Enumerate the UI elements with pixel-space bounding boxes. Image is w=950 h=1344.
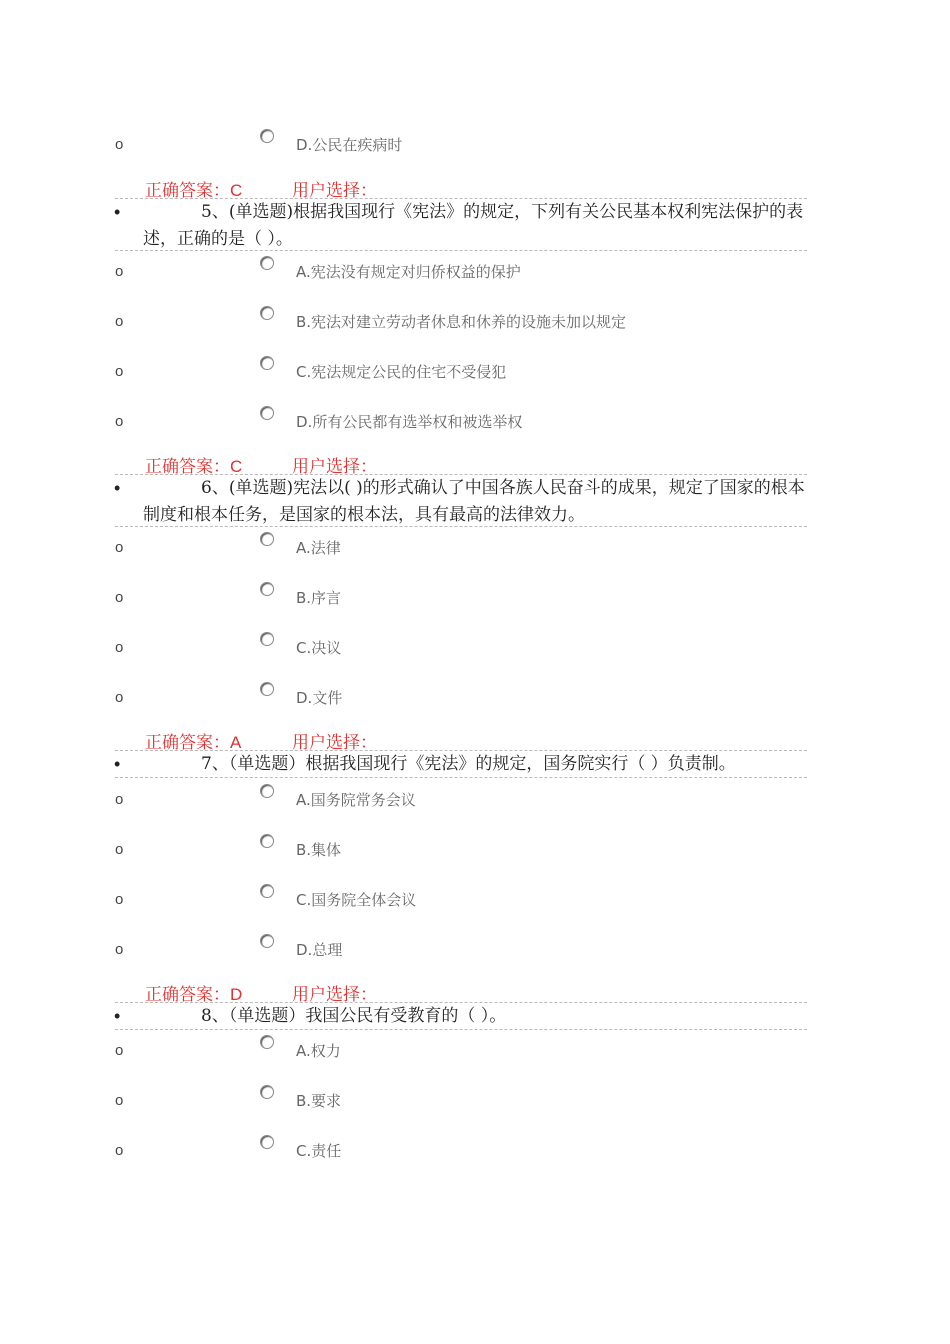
sub-bullet: o bbox=[115, 263, 124, 280]
radio-button[interactable] bbox=[260, 406, 274, 420]
radio-button[interactable] bbox=[260, 682, 274, 696]
radio-button[interactable] bbox=[260, 532, 274, 546]
option-label: A.法律 bbox=[296, 539, 341, 557]
radio-button[interactable] bbox=[260, 934, 274, 948]
sub-bullet: o bbox=[115, 941, 124, 958]
radio-button[interactable] bbox=[260, 1085, 274, 1099]
sub-bullet: o bbox=[115, 413, 124, 430]
divider bbox=[115, 250, 807, 251]
radio-button[interactable] bbox=[260, 884, 274, 898]
sub-bullet: o bbox=[115, 841, 124, 858]
correct-answer: 正确答案：A 用户选择： bbox=[145, 728, 241, 753]
option-label: B.要求 bbox=[296, 1092, 342, 1110]
sub-bullet: o bbox=[115, 539, 124, 556]
question-bullet: • bbox=[114, 1006, 121, 1026]
question-text: 7、（单选题）根据我国现行《宪法》的规定，国务院实行（ ）负责制。 bbox=[201, 754, 736, 774]
user-choice-label: 用户选择： bbox=[292, 733, 377, 753]
option-label: C.宪法规定公民的住宅不受侵犯 bbox=[296, 363, 507, 381]
sub-bullet: o bbox=[115, 589, 124, 606]
radio-button[interactable] bbox=[260, 1135, 274, 1149]
sub-bullet: o bbox=[115, 639, 124, 656]
user-choice-label: 用户选择： bbox=[292, 181, 377, 201]
option-label: D.文件 bbox=[296, 689, 343, 707]
question-bullet: • bbox=[114, 202, 121, 222]
user-choice-label: 用户选择： bbox=[292, 985, 377, 1005]
radio-button[interactable] bbox=[260, 784, 274, 798]
question-text: 6、(单选题)宪法以( )的形式确认了中国各族人民奋斗的成果，规定了国家的根本制度和根本任务，是国家的根本法，具有最高的法律效力。 bbox=[143, 478, 805, 525]
option-label: C.决议 bbox=[296, 639, 342, 657]
sub-bullet: o bbox=[115, 363, 124, 380]
question-bullet: • bbox=[114, 754, 121, 774]
radio-button[interactable] bbox=[260, 256, 274, 270]
option-label: D.总理 bbox=[296, 941, 343, 959]
question-text: 5、(单选题)根据我国现行《宪法》的规定，下列有关公民基本权利宪法保护的表述，正确的是（ ）。 bbox=[143, 202, 804, 249]
radio-button[interactable] bbox=[260, 1035, 274, 1049]
divider bbox=[115, 777, 807, 778]
option-label: D.公民在疾病时 bbox=[296, 136, 403, 154]
option-label: C.责任 bbox=[296, 1142, 342, 1160]
sub-bullet: o bbox=[115, 689, 124, 706]
sub-bullet: o bbox=[115, 1042, 124, 1059]
correct-answer: 正确答案：C 用户选择： bbox=[145, 452, 242, 477]
option-label: B.宪法对建立劳动者休息和休养的设施未加以规定 bbox=[296, 313, 627, 331]
correct-answer: 正确答案：D 用户选择： bbox=[145, 980, 242, 1005]
sub-bullet: o bbox=[115, 136, 124, 153]
option-label: A.宪法没有规定对归侨权益的保护 bbox=[296, 263, 521, 281]
radio-button[interactable] bbox=[260, 306, 274, 320]
option-label: B.序言 bbox=[296, 589, 342, 607]
option-label: C.国务院全体会议 bbox=[296, 891, 417, 909]
option-label: A.国务院常务会议 bbox=[296, 791, 416, 809]
option-label: D.所有公民都有选举权和被选举权 bbox=[296, 413, 523, 431]
radio-button[interactable] bbox=[260, 632, 274, 646]
radio-button[interactable] bbox=[260, 356, 274, 370]
sub-bullet: o bbox=[115, 1142, 124, 1159]
radio-button[interactable] bbox=[260, 834, 274, 848]
option-label: B.集体 bbox=[296, 841, 342, 859]
divider bbox=[115, 1029, 807, 1030]
question-bullet: • bbox=[114, 478, 121, 498]
question-text: 8、（单选题）我国公民有受教育的（ ）。 bbox=[201, 1006, 507, 1026]
radio-button[interactable] bbox=[260, 129, 274, 143]
divider bbox=[115, 526, 807, 527]
sub-bullet: o bbox=[115, 791, 124, 808]
option-label: A.权力 bbox=[296, 1042, 341, 1060]
radio-button[interactable] bbox=[260, 582, 274, 596]
sub-bullet: o bbox=[115, 891, 124, 908]
sub-bullet: o bbox=[115, 313, 124, 330]
sub-bullet: o bbox=[115, 1092, 124, 1109]
user-choice-label: 用户选择： bbox=[292, 457, 377, 477]
correct-answer: 正确答案：C 用户选择： bbox=[145, 176, 242, 201]
